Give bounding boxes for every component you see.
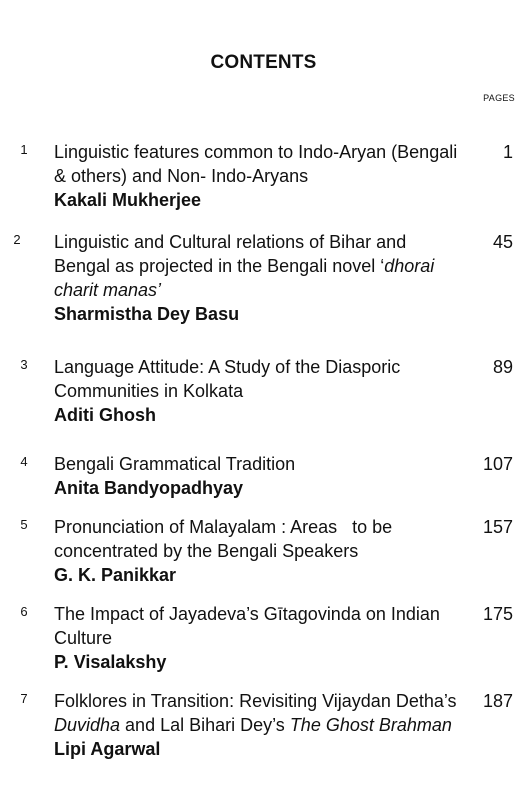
entry-title-italic-part: Duvidha [54,715,121,735]
entry-body [54,230,459,326]
entry-title [54,515,459,563]
entry-page-number: 89 [492,357,513,377]
entry-author: Lipi Agarwal [54,739,161,759]
entry-author: Sharmistha Dey Basu [54,304,240,324]
entry-title [54,140,463,188]
entry-page-number: 1 [502,142,513,162]
entry-page-number: 175 [482,604,513,624]
page-title: CONTENTS [210,52,317,73]
entry-title-italic-part: dhorai charit manas’ [54,256,440,300]
pages-column-label: PAGES [483,93,515,103]
entry-title-part: Bengali Grammatical Tradition [54,454,296,474]
entry-title-part: Linguistic features common to Indo-Aryan (Bengali & others) and Non- Indo-Aryans [54,142,463,186]
entry-body [54,452,459,500]
entry-author: G. K. Panikkar [54,565,177,585]
entry-number: 6 [20,604,28,619]
entry-body [54,140,463,212]
entry-page-number: 107 [482,454,513,474]
entry-title-italic-part: The Ghost Brahman [289,715,452,735]
entry-number: 1 [20,142,28,157]
entry-title-part: Linguistic and Cultural relations of Bihar and Bengal as projected in the Bengali novel ‘ [54,232,412,276]
entry-page-number: 157 [482,517,513,537]
entry-title [54,452,459,476]
entry-number: 2 [13,232,21,247]
entry-number: 5 [20,517,28,532]
entry-body [54,355,459,427]
entry-number: 3 [20,357,28,372]
entry-body [54,689,462,761]
entry-author: Anita Bandyopadhyay [54,478,244,498]
entry-page-number: 187 [482,691,513,711]
entry-title-part: and Lal Bihari Dey’s [120,715,290,735]
entry-title-part: The Impact of Jayadeva’s Gītagovinda on Indian Culture [54,604,445,648]
entry-title-part: Pronunciation of Malayalam : Areas to be concentrated by the Bengali Speakers [54,517,398,561]
entry-author: P. Visalakshy [54,652,167,672]
entry-title [54,355,459,403]
entry-title-part: Folklores in Transition: Revisiting Vijaydan Detha’s [54,691,462,711]
entry-page-number: 45 [492,232,513,252]
entry-author: Aditi Ghosh [54,405,156,425]
entry-title [54,230,459,302]
entry-title [54,689,462,737]
entry-title [54,602,459,650]
entry-number: 7 [20,691,28,706]
entry-body [54,602,459,674]
entry-number: 4 [20,454,28,469]
entry-body [54,515,459,587]
entry-title-part: Language Attitude: A Study of the Diasporic Communities in Kolkata [54,357,406,401]
entry-author: Kakali Mukherjee [54,190,202,210]
